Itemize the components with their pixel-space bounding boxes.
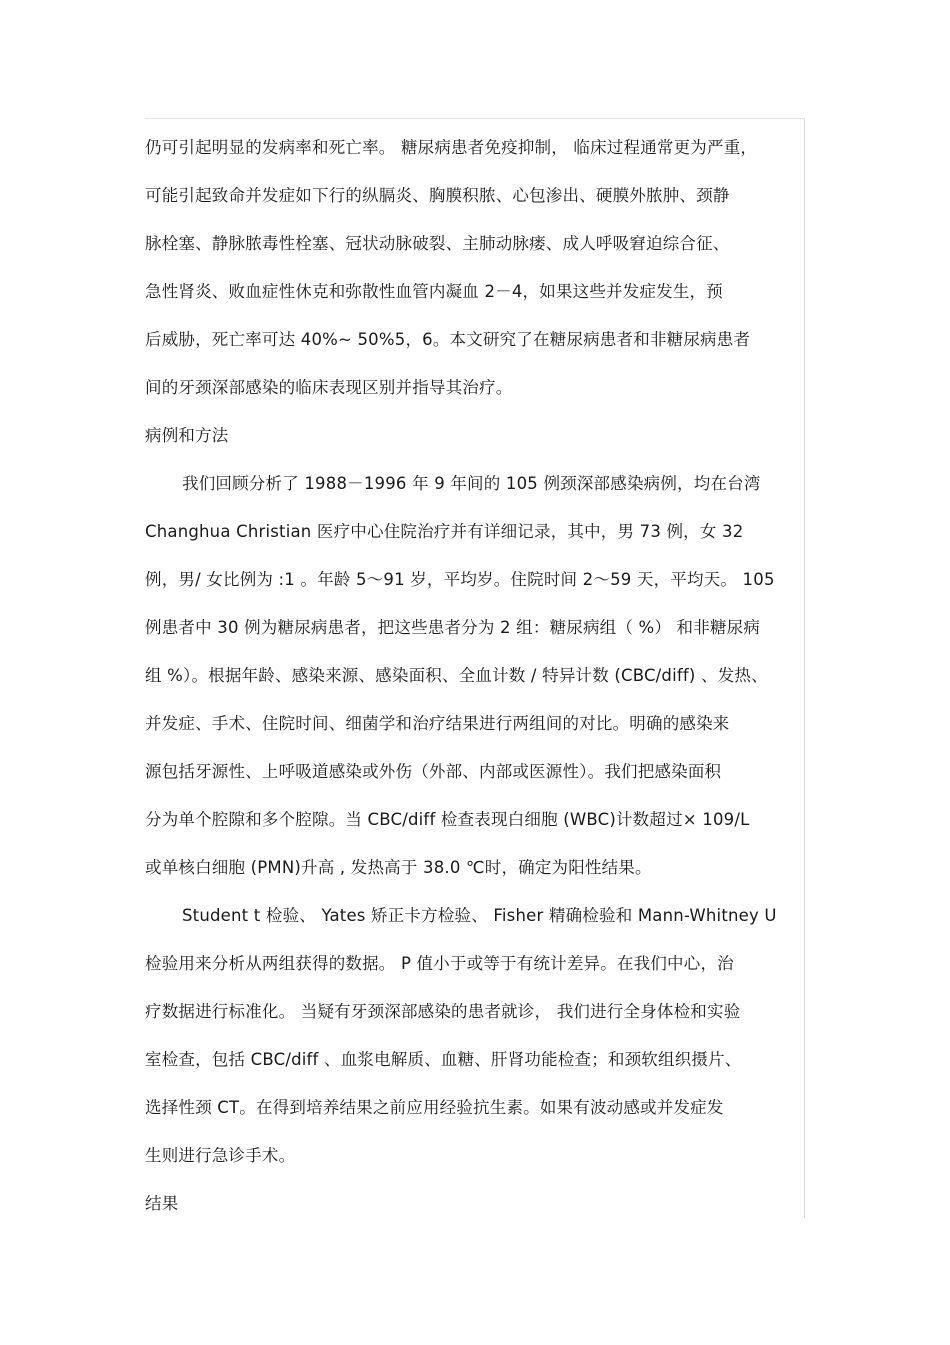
paragraph-line: 可能引起致命并发症如下行的纵膈炎、胸膜积脓、心包渗出、硬膜外脓肿、颈静 (145, 186, 730, 205)
paragraph-line: 例患者中 30 例为糖尿病患者，把这些患者分为 2 组：糖尿病组（ %） 和非糖尿病 (145, 618, 761, 637)
section-heading-results: 结果 (145, 1194, 179, 1213)
page-frame-right-border (804, 118, 805, 1218)
page-frame-top-border (145, 118, 805, 119)
paragraph-line: 选择性颈 CT。在得到培养结果之前应用经验抗生素。如果有波动感或并发症发 (145, 1098, 724, 1117)
section-heading-methods: 病例和方法 (145, 426, 229, 445)
paragraph-line: 组 %）。根据年龄、感染来源、感染面积、全血计数 / 特异计数 (CBC/diff) 、发热、 (145, 666, 768, 685)
paragraph-line: 急性肾炎、败血症性休克和弥散性血管内凝血 2－4，如果这些并发症发生，预 (145, 282, 723, 301)
paragraph-line: Student t 检验、 Yates 矫正卡方检验、 Fisher 精确检验和 Mann-Whitney U (182, 906, 777, 925)
paragraph-line: 仍可引起明显的发病率和死亡率。 糖尿病患者免疫抑制， 临床过程通常更为严重， (145, 138, 758, 157)
paragraph-line: 我们回顾分析了 1988－1996 年 9 年间的 105 例颈深部感染病例，均在台湾 (182, 474, 761, 493)
paragraph-line: 或单核白细胞 (PMN)升高 , 发热高于 38.0 ℃时，确定为阳性结果。 (145, 858, 652, 877)
paragraph-line: 源包括牙源性、上呼吸道感染或外伤（外部、内部或医源性）。我们把感染面积 (145, 762, 722, 781)
paragraph-line: 室检查，包括 CBC/diff 、血浆电解质、血糖、肝肾功能检查；和颈软组织摄片、 (145, 1050, 742, 1069)
paragraph-line: 生则进行急诊手术。 (145, 1146, 296, 1165)
paragraph-line: 并发症、手术、住院时间、细菌学和治疗结果进行两组间的对比。明确的感染来 (145, 714, 730, 733)
paragraph-line: Changhua Christian 医疗中心住院治疗并有详细记录，其中，男 73 例，女 32 (145, 522, 744, 541)
paragraph-line: 检验用来分析从两组获得的数据。 P 值小于或等于有统计差异。在我们中心，治 (145, 954, 734, 973)
paragraph-line: 间的牙颈深部感染的临床表现区别并指导其治疗。 (145, 378, 513, 397)
paragraph-line: 疗数据进行标准化。 当疑有牙颈深部感染的患者就诊， 我们进行全身体检和实验 (145, 1002, 741, 1021)
paragraph-line: 例，男/ 女比例为 :1 。年龄 5～91 岁，平均岁。住院时间 2～59 天，平均天。 105 (145, 570, 775, 589)
paragraph-line: 分为单个腔隙和多个腔隙。当 CBC/diff 检查表现白细胞 (WBC)计数超过× 109/L (145, 810, 750, 829)
paragraph-line: 后威胁，死亡率可达 40%~ 50%5，6。本文研究了在糖尿病患者和非糖尿病患者 (145, 330, 751, 349)
paragraph-line: 脉栓塞、静脉脓毒性栓塞、冠状动脉破裂、主肺动脉瘘、成人呼吸窘迫综合征、 (145, 234, 730, 253)
